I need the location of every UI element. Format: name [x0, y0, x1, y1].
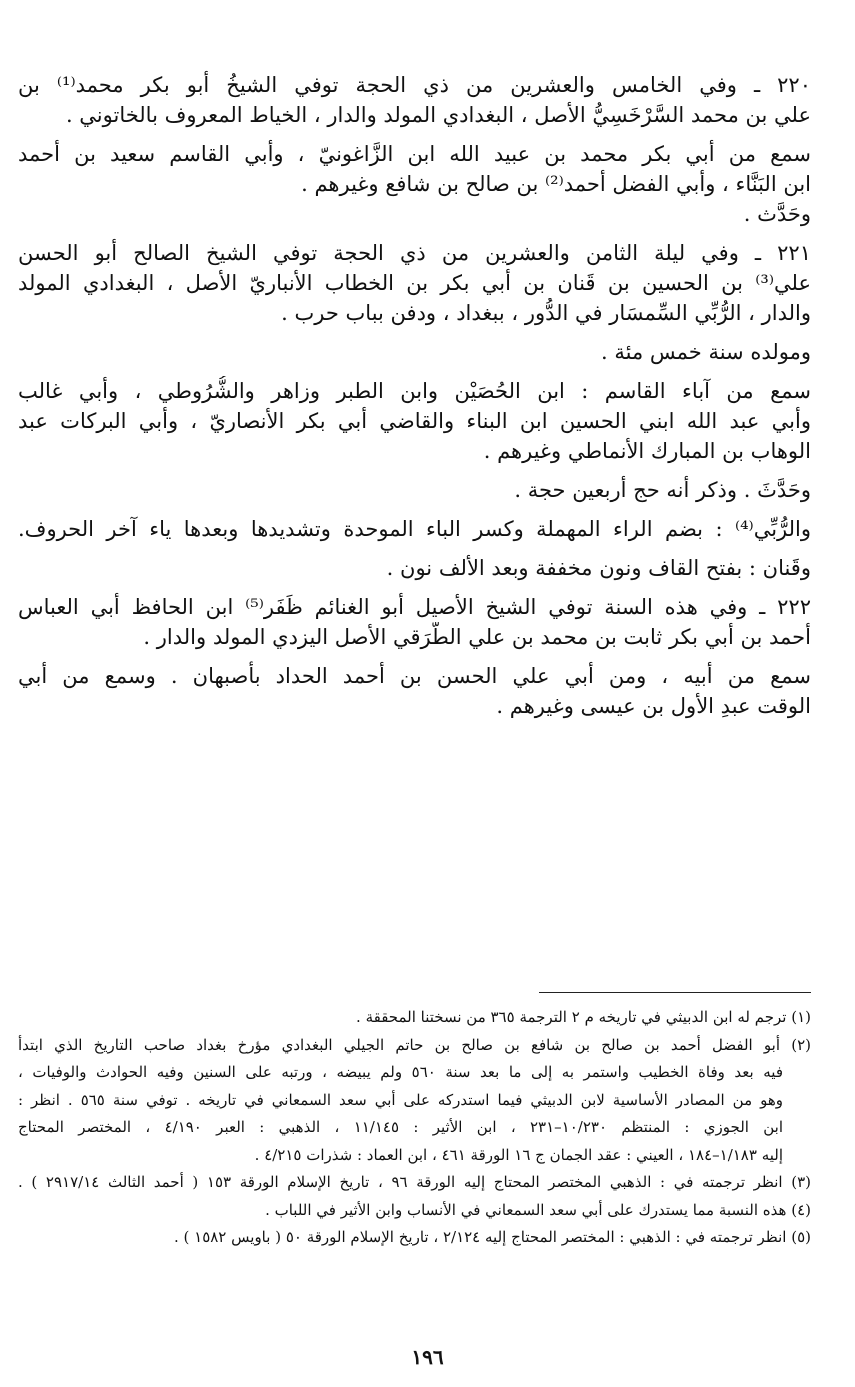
footnote-4: (٤) هذه النسبة مما يستدرك على أبي سعد السمعاني في الأنساب وابن الأثير في اللباب . — [265, 1200, 811, 1219]
entry-221 — [18, 238, 811, 328]
paragraph — [18, 376, 811, 466]
text-line: وحَدَّثَ . وذكر أنه حج أربعين حجة . — [514, 478, 811, 502]
text-line: الوقت عبدِ الأول بن عيسى وغيرهم . — [496, 694, 811, 718]
footnote-1: (١) ترجم له ابن الدبيثي في تاريخه م ٢ الترجمة ٣٦٥ من نسختنا المحققة . — [356, 1008, 811, 1026]
footnote-5: (٥) انظر ترجمته في : الذهبي : المختصر المحتاج إليه ٢/١٢٤ ، تاريخ الإسلام الورقة ٥٠ ( باويس ١٥٨٢ ) . — [173, 1228, 811, 1246]
footnote-line: ابن الجوزي : المنتظم ١٠/٢٣٠–٢٣١ ، ابن الأثير : ١١/١٤٥ ، الذهبي : العبر ٤/١٩٠ ، المختصر المحتاج — [18, 1118, 784, 1136]
text-line: سمع من آباء القاسم : ابن الحُصَيْن وابن الطبر وزاهر والشُّرُوطي ، وأبي غالب — [18, 379, 811, 403]
entry-222 — [18, 592, 811, 652]
text-line: سمع من أبي بكر محمد بن عبيد الله ابن الزَّاغونيّ ، وأبي القاسم سعيد بن أحمد — [18, 142, 811, 166]
text-line: وأبي عبد الله ابني الحسين ابن البناء والقاضي أبي بكر الأنصاريّ ، وأبي البركات عبد — [18, 409, 811, 433]
footnote-line: وهو من المصادر الأساسية لابن الدبيثي فيما استدركه على أبي سعد السمعاني في تاريخه . توفي سنة ٥٦٥ . انظر : — [18, 1090, 783, 1109]
footnotes — [18, 1004, 811, 1252]
text-line: وقَنان : بفتح القاف ونون مخففة وبعد الألف نون . — [386, 556, 811, 580]
text-line: ابن البَنَّاء ، وأبي الفضل أحمد⁽²⁾ بن صالح بن شافع وغيرهم . — [301, 172, 811, 196]
text-line: علي⁽³⁾ بن الحسين بن قَنان بن أبي بكر بن الخطاب الأنباريّ الأصل ، البغدادي المولد — [18, 271, 811, 295]
footnote-3: (٣) انظر ترجمته في : الذهبي المختصر المحتاج إليه الورقة ٩٦ ، تاريخ الإسلام الورقة ١٥٣ ( أحمد الثالث ٢٩١٧/١٤ ) . — [18, 1173, 811, 1191]
text-line: ٢٢١ ـ وفي ليلة الثامن والعشرين من ذي الحجة توفي الشيخ الصالح أبو الحسن — [18, 241, 811, 265]
paragraph — [18, 139, 811, 199]
footnote-2 — [18, 1032, 811, 1170]
text-line: ومولده سنة خمس مئة . — [601, 340, 811, 364]
footnote-line: (٢) أبو الفضل أحمد بن صالح بن شافع بن صالح بن حاتم الجيلي البغدادي مؤرخ بغداد صاحب التاريخ الذي ابتدأ — [18, 1035, 811, 1054]
text-line: علي بن محمد السَّرْخَسِيُّ الأصل ، البغدادي المولد والدار ، الخياط المعروف بالخاتوني . — [65, 103, 811, 127]
text-line: سمع من أبيه ، ومن أبي علي الحسن بن أحمد الحداد بأصبهان . وسمع من أبي — [18, 664, 811, 688]
text-line: أحمد بن أبي بكر ثابت بن محمد بن علي الطَّرَقي الأصل اليزدي المولد والدار . — [143, 625, 811, 649]
footnote-divider — [539, 992, 811, 993]
page-number: ١٩٦ — [411, 1345, 444, 1369]
paragraph — [18, 661, 811, 721]
main-text — [18, 70, 811, 721]
text-line: الوهاب بن المبارك الأنماطي وغيرهم . — [483, 439, 811, 463]
text-line: والرُّبِّي⁽⁴⁾ : بضم الراء المهملة وكسر الباء الموحدة وتشديدها وبعدها ياء آخر الحروف. — [18, 517, 811, 541]
footnote-line: إليه ١/١٨٣–١٨٤ ، العيني : عقد الجمان ج ١٦ الورقة ٤٦١ ، ابن العماد : شذرات ٤/٢١٥ . — [254, 1145, 783, 1164]
text-line: ٢٢٠ ـ وفي الخامس والعشرين من ذي الحجة توفي الشيخُ أبو بكر محمد⁽¹⁾ بن — [18, 73, 811, 97]
text-line: والدار ، الرُّبِّي السِّمسَار في الدُّور ، ببغداد ، ودفن بباب حرب . — [281, 301, 811, 325]
footnote-line: فيه بعد وفاة الخطيب واستمر به إلى ما بعد سنة ٥٦٠ ولم يبيضه ، ورتبه على السنين وفيه الحوادث والوفيات ، — [18, 1063, 783, 1081]
text-line: ٢٢٢ ـ وفي هذه السنة توفي الشيخ الأصيل أبو الغنائم ظَفَر⁽⁵⁾ ابن الحافظ أبي العباس — [18, 595, 811, 619]
text-line: وحَدَّث . — [743, 202, 811, 226]
entry-220 — [18, 70, 811, 130]
